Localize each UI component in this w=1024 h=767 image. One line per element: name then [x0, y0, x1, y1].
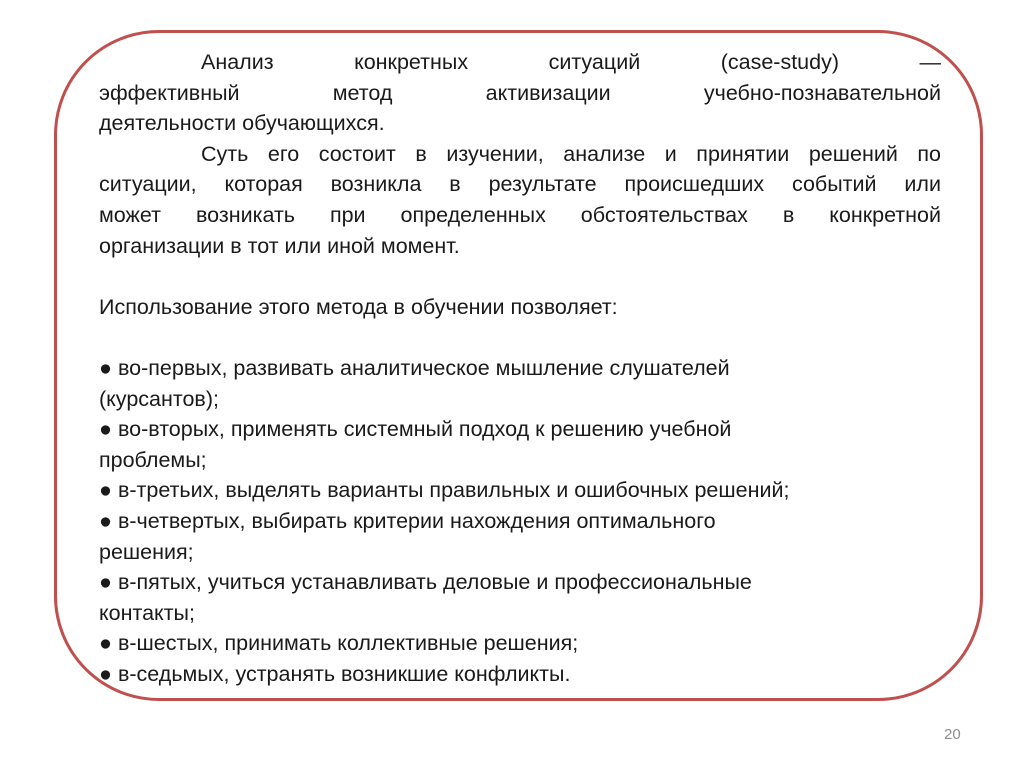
benefit-6-line-1: ● в-шестых, принимать коллективные решения; — [99, 631, 579, 656]
list-item — [99, 353, 941, 414]
benefit-5-line-1: ● в-пятых, учиться устанавливать деловые и профессиональные — [99, 570, 752, 595]
benefit-2-line-1: ● во-вторых, применять системный подход к решению учебной — [99, 417, 732, 442]
list-item — [99, 506, 941, 567]
list-item — [99, 414, 941, 475]
benefit-3-line-1: ● в-третьих, выделять варианты правильных и ошибочных решений; — [99, 478, 790, 503]
slide-text-body — [99, 47, 941, 689]
list-item — [99, 475, 941, 506]
benefit-4-line-1: ● в-четвертых, выбирать критерии нахождения оптимального — [99, 508, 716, 533]
list-item — [99, 628, 941, 659]
benefit-2-line-2: проблемы; — [99, 447, 207, 472]
list-item — [99, 567, 941, 628]
benefit-4-line-2: решения; — [99, 539, 194, 564]
intro-line-3: деятельности обучающихся. — [99, 111, 385, 136]
paragraph-spacer — [99, 261, 941, 292]
benefit-list — [99, 353, 941, 690]
paragraph-spacer — [99, 322, 941, 353]
intro-line-1: Анализ конкретных ситуаций (case-study) — — [201, 50, 941, 74]
benefit-1-line-2: (курсантов); — [99, 386, 219, 411]
benefit-7-line-1: ● в-седьмых, устранять возникшие конфликты. — [99, 661, 571, 686]
usage-lead-text: Использование этого метода в обучении позволяет: — [99, 294, 618, 319]
essence-line-4: организации в тот или иной момент. — [99, 233, 460, 258]
benefit-5-line-2: контакты; — [99, 600, 195, 625]
essence-line-2: ситуации, которая возникла в результате происшедших событий или — [99, 172, 941, 197]
intro-line-2: эффективный метод активизации учебно-познавательной — [99, 80, 941, 105]
essence-line-1: Суть его состоит в изучении, анализе и принятии решений по — [201, 141, 941, 166]
slide-page-number: 20 — [944, 726, 961, 743]
essence-line-3: может возникать при определенных обстоятельствах в конкретной — [99, 202, 941, 227]
list-item — [99, 659, 941, 690]
benefit-1-line-1: ● во-первых, развивать аналитическое мышление слушателей — [99, 355, 730, 380]
